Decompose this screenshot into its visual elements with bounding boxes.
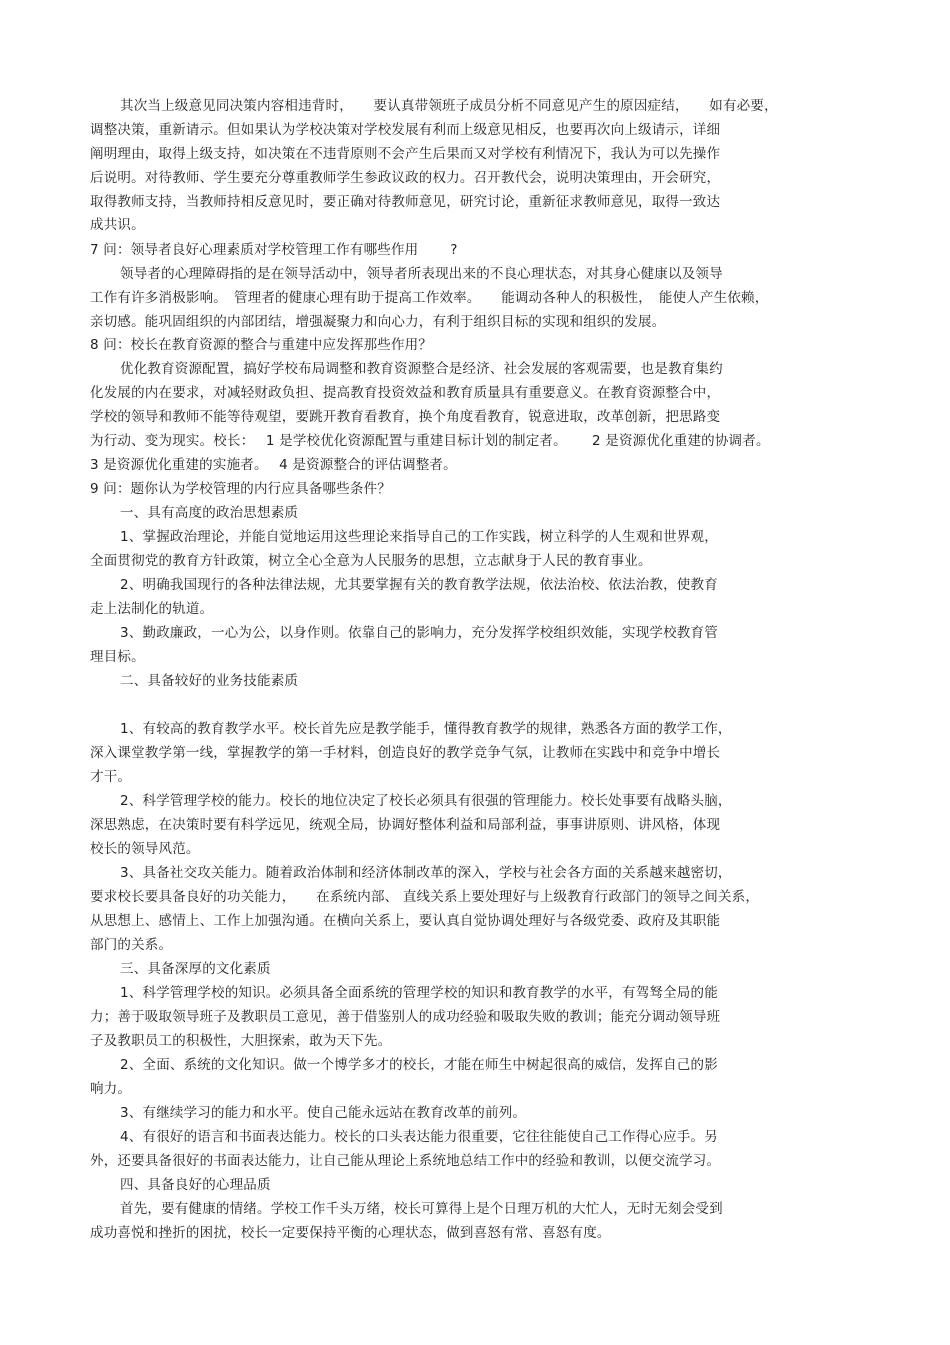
text-line: 理目标。	[90, 649, 145, 665]
text-line: 4、有很好的语言和书面表达能力。校长的口头表达能力很重要，它往往能使自己工作得心应手。另	[120, 1129, 718, 1145]
text-line: 后说明。对待教师、学生要充分尊重教师学生参政议政的权力。召开教代会，说明决策理由，开会研究，	[90, 170, 721, 186]
text-line: 优化教育资源配置，搞好学校布局调整和教育资源整合是经济、社会发展的客观需要，也是教育集约	[120, 361, 723, 377]
text-line: 校长的领导风范。	[90, 841, 200, 857]
text-line: 子及教职员工的积极性，大胆探索，敢为天下先。	[90, 1033, 392, 1049]
text-line: 为行动、变为现实。校长： 1 是学校优化资源配置与重建目标计划的制定者。 2 是资源优化重建的协调者。	[90, 433, 770, 449]
text-line: 首先，要有健康的情绪。学校工作千头万绪，校长可算得上是个日理万机的大忙人，无时无刻会受到	[120, 1201, 723, 1217]
text-line: 学校的领导和教师不能等待观望，要跳开教育看教育，换个角度看教育，锐意进取，改革创新，把思路变	[90, 409, 721, 425]
section-heading: 一、具有高度的政治思想素质	[120, 505, 299, 521]
question-heading: 9 问：题你认为学校管理的内行应具备哪些条件？	[90, 481, 391, 497]
text-line: 3、勤政廉政，一心为公，以身作则。依靠自己的影响力，充分发挥学校组织效能，实现学校教育管	[120, 625, 718, 641]
text-line: 化发展的内在要求，对减轻财政负担、提高教育投资效益和教育质量具有重要意义。在教育资源整合中，	[90, 385, 721, 401]
text-line: 取得教师支持，当教师持相反意见时，要正确对待教师意见，研究讨论，重新征求教师意见，取得一致达	[90, 194, 721, 210]
text-line: 才干。	[90, 769, 132, 785]
text-line: 2、全面、系统的文化知识。做一个博学多才的校长，才能在师生中树起很高的威信，发挥自己的影	[120, 1057, 718, 1073]
text-line: 部门的关系。	[90, 937, 173, 953]
text-line: 要求校长要具备良好的功关能力， 在系统内部、 直线关系上要处理好与上级教育行政部门的领导之间关系，	[90, 889, 760, 905]
text-line: 外，还要具备很好的书面表达能力，让自己能从理论上系统地总结工作中的经验和教训，以便交流学习。	[90, 1153, 721, 1169]
text-line: 3、具备社交攻关能力。随着政治体制和经济体制改革的深入，学校与社会各方面的关系越来越密切，	[120, 865, 732, 881]
text-line: 深入课堂教学第一线，掌握教学的第一手材料，创造良好的教学竞争气氛，让教师在实践中和竞争中增长	[90, 745, 721, 761]
text-line: 调整决策，重新请示。但如果认为学校决策对学校发展有利而上级意见相反，也要再次向上级请示，详细	[90, 122, 721, 138]
text-line: 其次当上级意见同决策内容相违背时， 要认真带领班子成员分析不同意见产生的原因症结， 如有必要，	[120, 98, 778, 114]
question-heading: 7 问：领导者良好心理素质对学校管理工作有哪些作用 ?	[90, 242, 458, 258]
text-line: 阐明理由，取得上级支持，如决策在不违背原则不会产生后果而又对学校有利情况下，我认为可以先操作	[90, 146, 721, 162]
text-line: 亲切感。能巩固组织的内部团结，增强凝聚力和向心力，有利于组织目标的实现和组织的发展。	[90, 314, 666, 330]
text-line: 1、科学管理学校的知识。必须具备全面系统的管理学校的知识和教育教学的水平，有驾驽全局的能	[120, 985, 718, 1001]
section-heading: 三、具备深厚的文化素质	[120, 961, 271, 977]
text-line: 全面贯彻党的教育方针政策，树立全心全意为人民服务的思想，立志献身于人民的教育事业。	[90, 553, 652, 569]
question-heading: 8 问：校长在教育资源的整合与重建中应发挥那些作用？	[90, 337, 433, 353]
text-line: 1、掌握政治理论，并能自觉地运用这些理论来指导自己的工作实践，树立科学的人生观和世界观，	[120, 529, 718, 545]
section-heading: 四、具备良好的心理品质	[120, 1177, 271, 1193]
text-line: 3 是资源优化重建的实施者。 4 是资源整合的评估调整者。	[90, 457, 457, 473]
text-line: 3、有继续学习的能力和水平。使自己能永远站在教育改革的前列。	[120, 1105, 527, 1121]
text-line: 走上法制化的轨道。	[90, 601, 214, 617]
text-line: 1、有较高的教育教学水平。校长首先应是教学能手，懂得教育教学的规律，熟悉各方面的教学工作，	[120, 721, 732, 737]
text-line: 成功喜悦和挫折的困扰，校长一定要保持平衡的心理状态，做到喜怒有常、喜怒有度。	[90, 1225, 611, 1241]
text-line: 工作有许多消极影响。 管理者的健康心理有助于提高工作效率。 能调动各种人的积极性， 能使人产生依赖，	[90, 290, 769, 306]
text-line: 力；善于吸取领导班子及教职员工意见，善于借鉴别人的成功经验和吸取失败的教训；能充分调动领导班	[90, 1009, 721, 1025]
text-line: 响力。	[90, 1081, 132, 1097]
text-line: 2、科学管理学校的能力。校长的地位决定了校长必须具有很强的管理能力。校长处事要有战略头脑，	[120, 793, 732, 809]
text-line: 从思想上、感情上、工作上加强沟通。在横向关系上，要认真自觉协调处理好与各级党委、政府及其职能	[90, 913, 721, 929]
section-heading: 二、具备较好的业务技能素质	[120, 673, 299, 689]
text-line: 领导者的心理障碍指的是在领导活动中，领导者所表现出来的不良心理状态，对其身心健康以及领导	[120, 266, 723, 282]
text-line: 2、明确我国现行的各种法律法规，尤其要掌握有关的教育教学法规，依法治校、依法治教，使教育	[120, 577, 718, 593]
text-line: 深思熟虑，在决策时要有科学远见，统观全局，协调好整体利益和局部利益，事事讲原则、讲风格，体现	[90, 817, 721, 833]
text-line: 成共识。	[90, 217, 145, 233]
